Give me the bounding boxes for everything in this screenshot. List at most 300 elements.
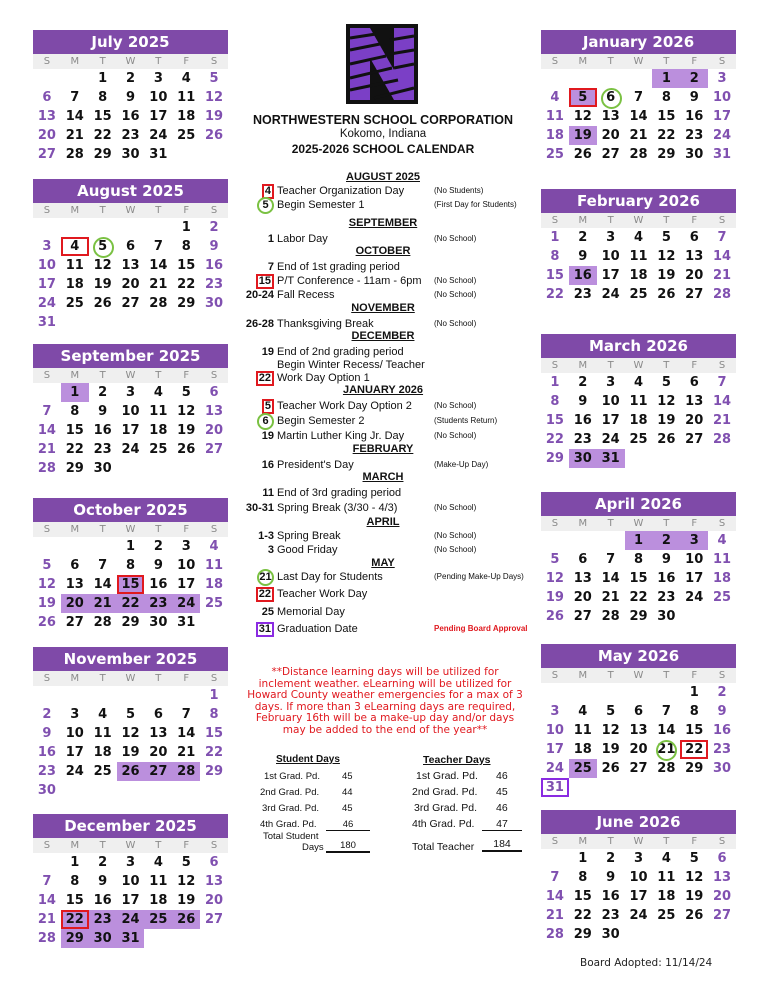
empty-cell bbox=[625, 683, 653, 702]
day-cell: 12 bbox=[37, 577, 56, 592]
event-note: (No Students) bbox=[434, 186, 484, 195]
day-cell: 19 bbox=[37, 596, 56, 611]
day-cell: 18 bbox=[149, 893, 168, 908]
event-description: End of 3rd grading period bbox=[277, 487, 402, 499]
event-date: 22 bbox=[256, 371, 274, 386]
day-cell: 27 bbox=[629, 761, 648, 776]
weekday-header bbox=[541, 516, 736, 531]
day-cell: 8 bbox=[578, 870, 588, 885]
day-cell: 27 bbox=[685, 287, 704, 302]
event-note: (No School) bbox=[434, 276, 477, 285]
day-cell: 17 bbox=[37, 277, 56, 292]
day-cell: 16 bbox=[569, 266, 597, 285]
day-cell: 28 bbox=[149, 296, 168, 311]
weekday-label: W bbox=[125, 673, 136, 684]
event-section-heading: DECEMBER bbox=[351, 330, 415, 342]
day-cell: 24 bbox=[172, 594, 200, 613]
event-description: Teacher Work Day bbox=[277, 588, 368, 600]
event-note: (No School) bbox=[434, 503, 477, 512]
day-cell: 20 bbox=[573, 590, 592, 605]
event-date: 26-28 bbox=[245, 318, 274, 330]
day-cell: 12 bbox=[93, 258, 112, 273]
empty-cell bbox=[33, 383, 61, 402]
weekday-label: F bbox=[183, 673, 190, 684]
event-description: Fall Recess bbox=[277, 289, 335, 301]
day-cell: 24 bbox=[601, 287, 620, 302]
day-cell: 30 bbox=[121, 147, 140, 162]
day-cell: 25 bbox=[65, 296, 84, 311]
day-cell: 19 bbox=[545, 590, 564, 605]
day-cell: 2 bbox=[578, 375, 588, 390]
day-cell: 5 bbox=[550, 552, 560, 567]
day-cell: 12 bbox=[685, 870, 704, 885]
day-cell: 15 bbox=[177, 258, 196, 273]
weekday-label: W bbox=[633, 56, 644, 67]
day-cell: 7 bbox=[633, 90, 644, 105]
event-date: 20-24 bbox=[245, 289, 274, 301]
month-title: March 2026 bbox=[541, 334, 736, 358]
empty-cell bbox=[61, 686, 89, 705]
day-cell: 2 bbox=[606, 851, 616, 866]
day-cell: 1 bbox=[689, 685, 699, 700]
weekday-label: S bbox=[43, 370, 51, 381]
day-grid bbox=[541, 69, 736, 164]
day-cell: 25 bbox=[713, 590, 732, 605]
day-cell: 2 bbox=[98, 855, 108, 870]
month-title: December 2025 bbox=[33, 814, 228, 838]
day-cell: 7 bbox=[70, 90, 80, 105]
weekday-label: T bbox=[607, 56, 614, 67]
day-cell: 16 bbox=[685, 109, 704, 124]
day-cell: 25 bbox=[144, 910, 172, 929]
weekday-label: T bbox=[155, 840, 162, 851]
day-cell: 10 bbox=[121, 404, 140, 419]
day-grid bbox=[541, 849, 736, 944]
event-note: (No School) bbox=[434, 290, 477, 299]
event-row bbox=[238, 184, 538, 198]
day-cell: 18 bbox=[573, 742, 592, 757]
weekday-label: S bbox=[551, 518, 559, 529]
weekday-label: M bbox=[70, 370, 80, 381]
day-cell: 17 bbox=[65, 745, 84, 760]
day-cell: 28 bbox=[65, 147, 84, 162]
empty-cell bbox=[89, 537, 117, 556]
day-cell: 25 bbox=[545, 147, 564, 162]
day-cell: 21 bbox=[65, 128, 84, 143]
month-title: November 2025 bbox=[33, 647, 228, 671]
empty-cell bbox=[172, 686, 200, 705]
day-cell: 26 bbox=[93, 296, 112, 311]
day-cell: 25 bbox=[629, 287, 648, 302]
day-cell: 21 bbox=[149, 277, 168, 292]
northwestern-n-logo bbox=[346, 24, 418, 104]
day-cell: 11 bbox=[93, 726, 112, 741]
day-cell: 28 bbox=[629, 147, 648, 162]
weekday-label: W bbox=[633, 518, 644, 529]
day-cell: 8 bbox=[181, 239, 191, 254]
event-description: Last Day for Students bbox=[277, 571, 383, 583]
event-description: Memorial Day bbox=[277, 606, 345, 618]
day-cell: 23 bbox=[89, 910, 117, 929]
weekday-label: W bbox=[125, 524, 136, 535]
event-date: 11 bbox=[262, 487, 274, 499]
day-cell: 20 bbox=[149, 745, 168, 760]
event-date: 5 bbox=[257, 197, 274, 214]
day-cell: 26 bbox=[205, 128, 224, 143]
month-calendar bbox=[33, 30, 228, 164]
student-row-label: 2nd Grad. Pd. bbox=[260, 787, 320, 798]
day-cell: 15 bbox=[657, 109, 676, 124]
day-cell: 3 bbox=[70, 707, 80, 722]
event-note: (Make-Up Day) bbox=[434, 460, 489, 469]
day-cell: 15 bbox=[685, 723, 704, 738]
weekday-label: W bbox=[633, 836, 644, 847]
day-cell: 13 bbox=[601, 109, 620, 124]
day-cell: 7 bbox=[717, 375, 727, 390]
day-cell: 2 bbox=[153, 539, 163, 554]
weekday-label: T bbox=[99, 56, 106, 67]
month-title: July 2025 bbox=[33, 30, 228, 54]
day-cell: 25 bbox=[149, 442, 168, 457]
event-description: Spring Break (3/30 - 4/3) bbox=[277, 502, 398, 514]
empty-cell bbox=[33, 218, 61, 237]
day-cell: 13 bbox=[205, 404, 224, 419]
day-cell: 8 bbox=[689, 704, 699, 719]
day-cell: 8 bbox=[661, 90, 671, 105]
day-cell: 3 bbox=[153, 71, 163, 86]
day-cell: 26 bbox=[177, 442, 196, 457]
weekday-label: F bbox=[183, 524, 190, 535]
day-cell: 6 bbox=[633, 704, 644, 719]
event-row bbox=[238, 317, 538, 331]
weekday-label: M bbox=[70, 840, 80, 851]
day-cell: 19 bbox=[121, 745, 140, 760]
day-cell: 22 bbox=[573, 908, 592, 923]
day-cell: 17 bbox=[629, 889, 648, 904]
day-cell: 11 bbox=[657, 870, 676, 885]
day-cell: 28 bbox=[545, 927, 564, 942]
day-cell: 11 bbox=[629, 249, 648, 264]
day-cell: 19 bbox=[685, 889, 704, 904]
day-cell: 27 bbox=[713, 908, 732, 923]
day-cell: 23 bbox=[573, 432, 592, 447]
weekday-label: F bbox=[691, 360, 698, 371]
day-cell: 27 bbox=[121, 296, 140, 311]
day-cell: 5 bbox=[689, 851, 699, 866]
teacher-total-label: Total Teacher bbox=[412, 841, 475, 853]
day-cell: 13 bbox=[685, 249, 704, 264]
empty-cell bbox=[625, 69, 653, 88]
event-row bbox=[238, 458, 538, 472]
day-cell: 6 bbox=[689, 375, 699, 390]
day-cell: 8 bbox=[98, 90, 108, 105]
day-cell: 23 bbox=[93, 442, 112, 457]
day-cell: 20 bbox=[685, 268, 704, 283]
day-cell: 20 bbox=[629, 742, 648, 757]
weekday-label: S bbox=[43, 205, 51, 216]
day-cell: 7 bbox=[153, 239, 163, 254]
day-cell: 5 bbox=[181, 855, 191, 870]
day-cell: 24 bbox=[629, 908, 648, 923]
day-cell: 20 bbox=[205, 423, 224, 438]
day-cell: 28 bbox=[37, 931, 56, 946]
weekday-label: F bbox=[691, 56, 698, 67]
month-title: September 2025 bbox=[33, 344, 228, 368]
day-cell: 11 bbox=[177, 90, 196, 105]
day-cell: 20 bbox=[685, 413, 704, 428]
day-cell: 16 bbox=[205, 258, 224, 273]
day-cell: 18 bbox=[657, 889, 676, 904]
day-cell: 28 bbox=[93, 615, 112, 630]
event-row bbox=[238, 260, 538, 274]
weekday-label: W bbox=[125, 56, 136, 67]
weekday-header bbox=[33, 671, 228, 686]
day-cell: 31 bbox=[117, 929, 145, 948]
month-calendar bbox=[541, 810, 736, 944]
student-days-title: Student Days bbox=[276, 754, 340, 765]
day-grid bbox=[33, 853, 228, 948]
weekday-label: S bbox=[551, 670, 559, 681]
day-cell: 18 bbox=[93, 745, 112, 760]
event-description: Spring Break bbox=[277, 530, 341, 542]
day-cell: 19 bbox=[657, 413, 676, 428]
day-cell: 12 bbox=[545, 571, 564, 586]
day-cell: 9 bbox=[689, 90, 699, 105]
day-cell: 30 bbox=[89, 929, 117, 948]
day-cell: 5 bbox=[569, 88, 597, 107]
month-title: October 2025 bbox=[33, 498, 228, 522]
weekday-label: T bbox=[155, 673, 162, 684]
day-cell: 9 bbox=[606, 870, 616, 885]
event-date: 1-3 bbox=[258, 530, 274, 542]
day-cell: 29 bbox=[121, 615, 140, 630]
day-cell: 12 bbox=[177, 404, 196, 419]
day-cell: 27 bbox=[205, 912, 224, 927]
day-cell: 13 bbox=[573, 571, 592, 586]
day-grid bbox=[541, 683, 736, 797]
weekday-label: S bbox=[551, 215, 559, 226]
day-cell: 1 bbox=[61, 383, 89, 402]
day-cell: 1 bbox=[550, 375, 560, 390]
day-cell: 14 bbox=[601, 571, 620, 586]
day-cell: 26 bbox=[117, 762, 145, 781]
day-cell: 18 bbox=[629, 268, 648, 283]
event-date: 19 bbox=[261, 346, 274, 358]
day-cell: 9 bbox=[717, 704, 727, 719]
day-cell: 6 bbox=[209, 385, 219, 400]
event-note: (No School) bbox=[434, 401, 477, 410]
day-cell: 12 bbox=[601, 723, 620, 738]
event-section-heading: MAY bbox=[371, 557, 395, 569]
event-section-heading: JANUARY 2026 bbox=[342, 384, 424, 396]
event-row bbox=[238, 429, 538, 443]
day-cell: 2 bbox=[98, 385, 108, 400]
event-row bbox=[238, 399, 538, 413]
weekday-header bbox=[33, 368, 228, 383]
teacher-row-label: 1st Grad. Pd. bbox=[416, 770, 478, 782]
day-cell: 22 bbox=[680, 740, 708, 759]
weekday-label: W bbox=[125, 370, 136, 381]
day-grid bbox=[541, 373, 736, 468]
student-row-value: 46 bbox=[326, 819, 370, 831]
day-cell: 6 bbox=[42, 90, 52, 105]
weekday-label: W bbox=[125, 840, 136, 851]
event-row bbox=[238, 414, 538, 428]
day-cell: 22 bbox=[545, 432, 564, 447]
day-cell: 11 bbox=[713, 552, 732, 567]
day-grid bbox=[33, 69, 228, 164]
empty-cell bbox=[144, 218, 172, 237]
month-title: February 2026 bbox=[541, 189, 736, 213]
day-cell: 1 bbox=[181, 220, 191, 235]
day-cell: 24 bbox=[685, 590, 704, 605]
event-section-heading: MARCH bbox=[362, 471, 404, 483]
day-cell: 10 bbox=[545, 723, 564, 738]
day-cell: 27 bbox=[205, 442, 224, 457]
day-cell: 23 bbox=[601, 908, 620, 923]
weekday-label: S bbox=[210, 673, 218, 684]
day-cell: 27 bbox=[37, 147, 56, 162]
day-cell: 30 bbox=[685, 147, 704, 162]
day-cell: 4 bbox=[181, 71, 191, 86]
weekday-label: M bbox=[578, 56, 588, 67]
day-cell: 20 bbox=[713, 889, 732, 904]
weekday-label: T bbox=[155, 205, 162, 216]
event-note: (Students Return) bbox=[434, 416, 498, 425]
event-section-heading: APRIL bbox=[366, 516, 400, 528]
day-cell: 17 bbox=[121, 423, 140, 438]
day-cell: 11 bbox=[629, 394, 648, 409]
day-cell: 15 bbox=[65, 423, 84, 438]
day-cell: 26 bbox=[573, 147, 592, 162]
day-cell: 3 bbox=[606, 375, 616, 390]
event-date: 22 bbox=[256, 587, 274, 602]
day-cell: 6 bbox=[717, 851, 727, 866]
day-cell: 31 bbox=[597, 449, 625, 468]
day-cell: 29 bbox=[573, 927, 592, 942]
day-cell: 5 bbox=[181, 385, 191, 400]
day-cell: 22 bbox=[93, 128, 112, 143]
day-cell: 26 bbox=[657, 432, 676, 447]
day-cell: 31 bbox=[149, 147, 168, 162]
day-grid bbox=[33, 537, 228, 632]
weekday-label: T bbox=[99, 370, 106, 381]
weekday-label: T bbox=[607, 518, 614, 529]
weekday-label: M bbox=[70, 524, 80, 535]
teacher-row-value: 47 bbox=[482, 818, 522, 831]
day-cell: 16 bbox=[713, 723, 732, 738]
event-row bbox=[238, 501, 538, 515]
day-cell: 15 bbox=[65, 893, 84, 908]
day-cell: 17 bbox=[713, 109, 732, 124]
day-cell: 10 bbox=[65, 726, 84, 741]
event-description: End of 2nd grading period bbox=[277, 346, 404, 358]
day-cell: 12 bbox=[205, 90, 224, 105]
empty-cell bbox=[33, 853, 61, 872]
weekday-label: W bbox=[633, 360, 644, 371]
teacher-row-label: 3rd Grad. Pd. bbox=[414, 802, 478, 814]
day-cell: 17 bbox=[177, 577, 196, 592]
day-cell: 29 bbox=[657, 147, 676, 162]
event-description: End of 1st grading period bbox=[277, 261, 400, 273]
month-title: August 2025 bbox=[33, 179, 228, 203]
weekday-label: S bbox=[718, 360, 726, 371]
event-row bbox=[238, 232, 538, 246]
day-cell: 20 bbox=[61, 594, 89, 613]
event-section-heading: SEPTEMBER bbox=[348, 217, 418, 229]
weekday-label: T bbox=[663, 215, 670, 226]
day-cell: 29 bbox=[65, 461, 84, 476]
day-cell: 29 bbox=[685, 761, 704, 776]
day-cell: 21 bbox=[177, 745, 196, 760]
day-cell: 31 bbox=[37, 315, 56, 330]
day-cell: 12 bbox=[657, 394, 676, 409]
day-cell: 3 bbox=[181, 539, 191, 554]
day-cell: 4 bbox=[61, 237, 89, 256]
day-cell: 16 bbox=[657, 571, 676, 586]
day-cell: 10 bbox=[121, 874, 140, 889]
day-cell: 23 bbox=[37, 764, 56, 779]
day-cell: 30 bbox=[601, 927, 620, 942]
teacher-row-label: 2nd Grad. Pd. bbox=[412, 786, 478, 798]
day-cell: 28 bbox=[713, 287, 732, 302]
weekday-label: S bbox=[718, 518, 726, 529]
day-cell: 22 bbox=[117, 594, 145, 613]
weekday-label: S bbox=[718, 836, 726, 847]
day-cell: 24 bbox=[713, 128, 732, 143]
student-total-value: 180 bbox=[326, 840, 370, 853]
weekday-label: F bbox=[691, 836, 698, 847]
day-cell: 9 bbox=[209, 239, 219, 254]
day-cell: 11 bbox=[149, 874, 168, 889]
day-cell: 29 bbox=[629, 609, 648, 624]
day-cell: 4 bbox=[153, 855, 163, 870]
weekday-label: S bbox=[718, 215, 726, 226]
day-cell: 9 bbox=[578, 394, 588, 409]
weekday-label: F bbox=[183, 370, 190, 381]
day-cell: 2 bbox=[42, 707, 52, 722]
day-cell: 6 bbox=[209, 855, 219, 870]
day-cell: 21 bbox=[713, 268, 732, 283]
day-cell: 10 bbox=[149, 90, 168, 105]
day-cell: 17 bbox=[601, 413, 620, 428]
day-cell: 3 bbox=[633, 851, 644, 866]
event-date: 21 bbox=[257, 569, 274, 586]
day-cell: 8 bbox=[550, 249, 560, 264]
day-cell: 20 bbox=[601, 128, 620, 143]
day-cell: 27 bbox=[601, 147, 620, 162]
day-cell: 4 bbox=[717, 533, 727, 548]
event-description: P/T Conference - 11am - 6pm bbox=[277, 275, 422, 287]
event-date: 7 bbox=[267, 261, 274, 273]
weekday-label: S bbox=[43, 56, 51, 67]
empty-cell bbox=[597, 69, 625, 88]
day-cell: 29 bbox=[545, 451, 564, 466]
event-note: (No School) bbox=[434, 531, 477, 540]
day-cell: 27 bbox=[573, 609, 592, 624]
day-cell: 19 bbox=[569, 126, 597, 145]
day-cell: 7 bbox=[661, 704, 671, 719]
event-date: 5 bbox=[262, 399, 274, 414]
student-row-value: 45 bbox=[342, 803, 353, 814]
month-title: January 2026 bbox=[541, 30, 736, 54]
day-cell: 15 bbox=[545, 268, 564, 283]
month-calendar bbox=[33, 179, 228, 332]
day-cell: 10 bbox=[685, 552, 704, 567]
day-cell: 24 bbox=[601, 432, 620, 447]
empty-cell bbox=[541, 531, 569, 550]
day-cell: 13 bbox=[149, 726, 168, 741]
